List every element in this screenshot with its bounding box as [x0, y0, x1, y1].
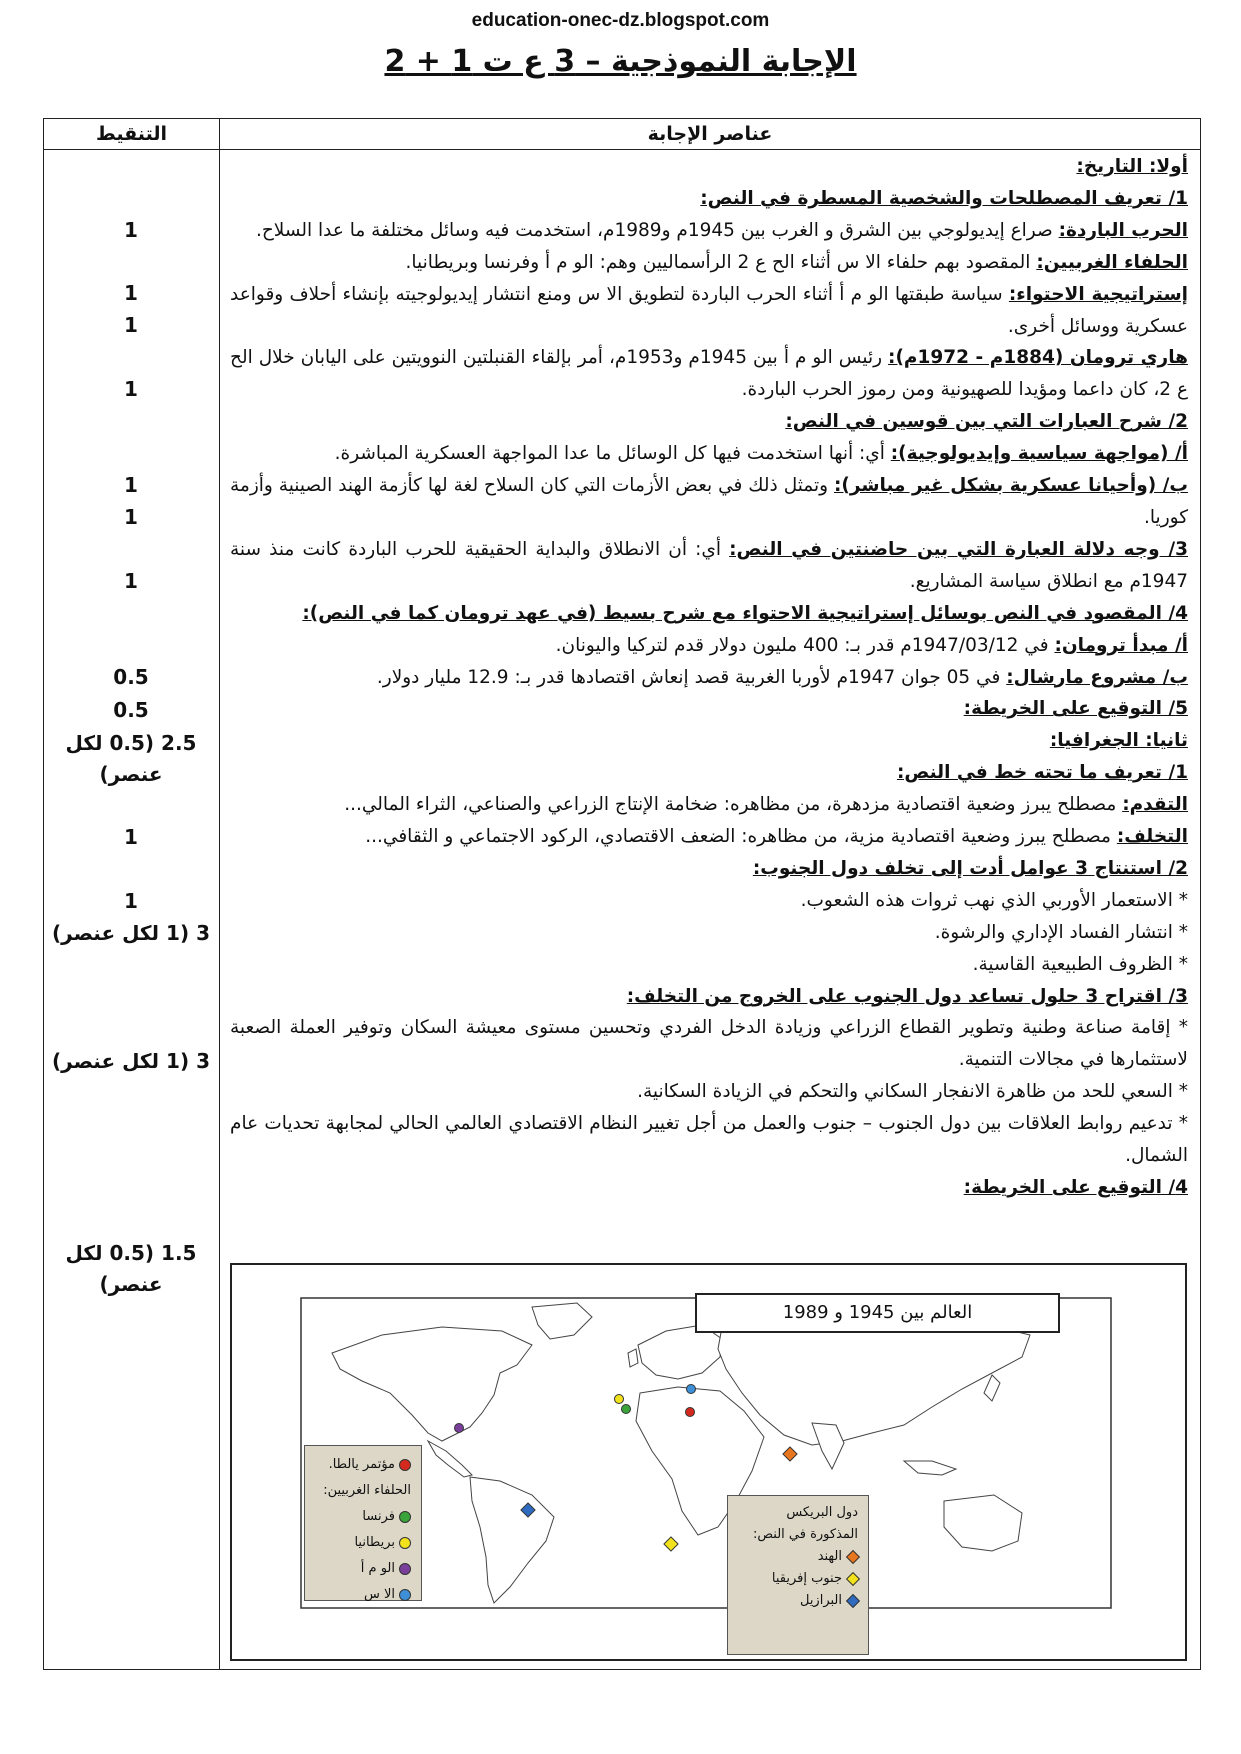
definition-progress: التقدم: مصطلح يبرز وضعية اقتصادية مزدهرة، من مظاهره: ضخامة الإنتاج الزراعي والصناعي، الثراء المالي... — [344, 794, 1188, 816]
score-question-3: 1 — [124, 569, 138, 593]
legend-item-south-africa: جنوب إفريقيا — [738, 1568, 858, 1590]
definition-containment: إستراتيجية الاحتواء: سياسة طبقتها الو م أ أثناء الحرب الباردة لتطويق الا س ومنع انتشار إيديولوجيته بإنشاء أحلاف وقواعد عسكرية ووسائل أخرى. — [230, 283, 1188, 337]
score-map-history: 2.5 (0.5 لكل عنصر) — [65, 731, 197, 786]
question-4: 4/ المقصود في النص بوسائل إستراتيجية الاحتواء مع شرح بسيط (في عهد ترومان كما في النص): — [302, 602, 1188, 624]
answer-elements — [230, 151, 1188, 1204]
definition-underdevelopment: التخلف: مصطلح يبرز وضعية اقتصادية مزية، من مظاهره: الضعف الاقتصادي، الركود الاجتماعي و الثقافي... — [365, 826, 1188, 848]
score-explanation-b: 1 — [124, 505, 138, 529]
legend-item-brazil: البرازيل — [738, 1590, 858, 1612]
score-explanation-a: 1 — [124, 473, 138, 497]
legend-item-india: الهند — [738, 1546, 858, 1568]
marshall-plan: ب/ مشروع مارشال: في 05 جوان 1947م لأوربا الغربية قصد إنعاش اقتصادها قدر بـ: 12.9 مليار دولار. — [376, 666, 1188, 688]
page-title: الإجابة النموذجية – 3 ع ت 1 + 2 — [384, 44, 857, 79]
header-score: التنقيط — [96, 123, 167, 145]
explanation-a: أ/ (مواجهة سياسية وإيديولوجية): أي: أنها استخدمت فيها كل الوسائل ما عدا المواجهة العسكرية المباشرة. — [334, 443, 1188, 465]
score-progress: 1 — [124, 825, 138, 849]
legend-item-ussr: الا س — [315, 1582, 411, 1608]
world-map-frame — [230, 1263, 1187, 1661]
marker-usa — [455, 1424, 464, 1433]
score-factors: 3 (1 لكل عنصر) — [52, 921, 210, 945]
question-1: 1/ تعريف المصطلحات والشخصية المسطرة في النص: — [700, 187, 1188, 209]
legend-item-usa: الو م أ — [315, 1556, 411, 1582]
score-marshall-plan: 0.5 — [113, 698, 149, 722]
marker-yalta — [686, 1408, 695, 1417]
question-5: 5/ التوقيع على الخريطة: — [963, 698, 1188, 720]
definition-truman: هاري ترومان (1884م - 1972م): رئيس الو م أ بين 1945م و1953م، أمر بإلقاء القنبلتين النوويتين على اليابان خلال الح ع 2، كان داعما ومؤيدا للصهيونية ومن رموز الحرب الباردة. — [230, 347, 1188, 401]
factor-2: * انتشار الفساد الإداري والرشوة. — [934, 921, 1188, 943]
definition-western-allies: الحلفاء الغربيين: المقصود بهم حلفاء الا س أثناء الح ع 2 الرأسماليين وهم: الو م أ وفرنسا وبريطانيا. — [405, 251, 1188, 273]
legend-item-yalta: مؤتمر يالطا. — [315, 1452, 411, 1478]
factor-1: * الاستعمار الأوربي الذي نهب ثروات هذه الشعوب. — [800, 889, 1188, 911]
legend-brics — [727, 1495, 869, 1655]
header-divider — [44, 149, 1200, 150]
map-title: العالم بين 1945 و 1989 — [695, 1293, 1060, 1333]
factor-3: * الظروف الطبيعية القاسية. — [972, 953, 1188, 975]
solution-1: * إقامة صناعة وطنية وتطوير القطاع الزراعي وزيادة الدخل الفردي وتحسين مستوى معيشة السكان وتوفير العملة الصعبة لاستثمارها في مجالات التنمية. — [230, 1017, 1188, 1071]
section-geography: ثانيا: الجغرافيا: — [1049, 730, 1188, 752]
explanation-b: ب/ (وأحيانا عسكرية بشكل غير مباشر): وتمثل ذلك في بعض الأزمات التي كان السلاح لغة لها كأزمة الهند الصينية وأزمة كوريا. — [230, 475, 1188, 528]
score-solutions: 3 (1 لكل عنصر) — [52, 1049, 210, 1073]
legend-heading-allies: الحلفاء الغربيين: — [323, 1483, 411, 1498]
score-allies: 1 — [124, 281, 138, 305]
section-history: أولا: التاريخ: — [1076, 156, 1188, 177]
marker-france — [622, 1405, 631, 1414]
score-containment: 1 — [124, 313, 138, 337]
header-answers: عناصر الإجابة — [647, 123, 773, 145]
legend-brics-title: دول البريكس المذكورة في النص: — [752, 1505, 858, 1542]
legend-item-france: فرنسا — [315, 1504, 411, 1530]
score-map-geography: 1.5 (0.5 لكل عنصر) — [65, 1241, 197, 1296]
score-underdevelopment: 1 — [124, 889, 138, 913]
truman-doctrine: أ/ مبدأ ترومان: في 1947/03/12م قدر بـ: 400 مليون دولار قدم لتركيا واليونان. — [555, 634, 1188, 656]
score-truman-doctrine: 0.5 — [113, 665, 149, 689]
question-2: 2/ شرح العبارات التي بين قوسين في النص: — [785, 411, 1188, 433]
geo-question-1: 1/ تعريف ما تحته خط في النص: — [896, 762, 1188, 784]
score-cold-war: 1 — [124, 218, 138, 242]
question-3: 3/ وجه دلالة العبارة التي بين حاضنتين في النص: أي: أن الانطلاق والبداية الحقيقية للحرب الباردة كانت منذ سنة 1947م مع انطلاق سياسة المشاريع. — [230, 538, 1188, 592]
score-truman: 1 — [124, 377, 138, 401]
column-divider — [219, 119, 220, 1669]
marker-uk — [615, 1395, 624, 1404]
legend-item-uk: بريطانيا — [315, 1530, 411, 1556]
marker-ussr — [687, 1385, 696, 1394]
definition-cold-war: الحرب الباردة: صراع إيديولوجي بين الشرق و الغرب بين 1945م و1989م، استخدمت فيه وسائل مختلفة ما عدا السلاح. — [255, 219, 1188, 241]
legend-cold-war — [304, 1445, 422, 1601]
solution-2: * السعي للحد من ظاهرة الانفجار السكاني والتحكم في الزيادة السكانية. — [637, 1081, 1188, 1103]
geo-question-4: 4/ التوقيع على الخريطة: — [963, 1177, 1188, 1198]
geo-question-2: 2/ استنتاج 3 عوامل أدت إلى تخلف دول الجنوب: — [752, 857, 1188, 879]
site-url: education-onec-dz.blogspot.com — [471, 10, 770, 31]
geo-question-3: 3/ اقتراح 3 حلول تساعد دول الجنوب على الخروج من التخلف: — [626, 985, 1188, 1007]
solution-3: * تدعيم روابط العلاقات بين دول الجنوب – جنوب والعمل من أجل تغيير النظام الاقتصادي العالمي الحالي لمجابهة تحديات عام الشمال. — [230, 1113, 1188, 1167]
